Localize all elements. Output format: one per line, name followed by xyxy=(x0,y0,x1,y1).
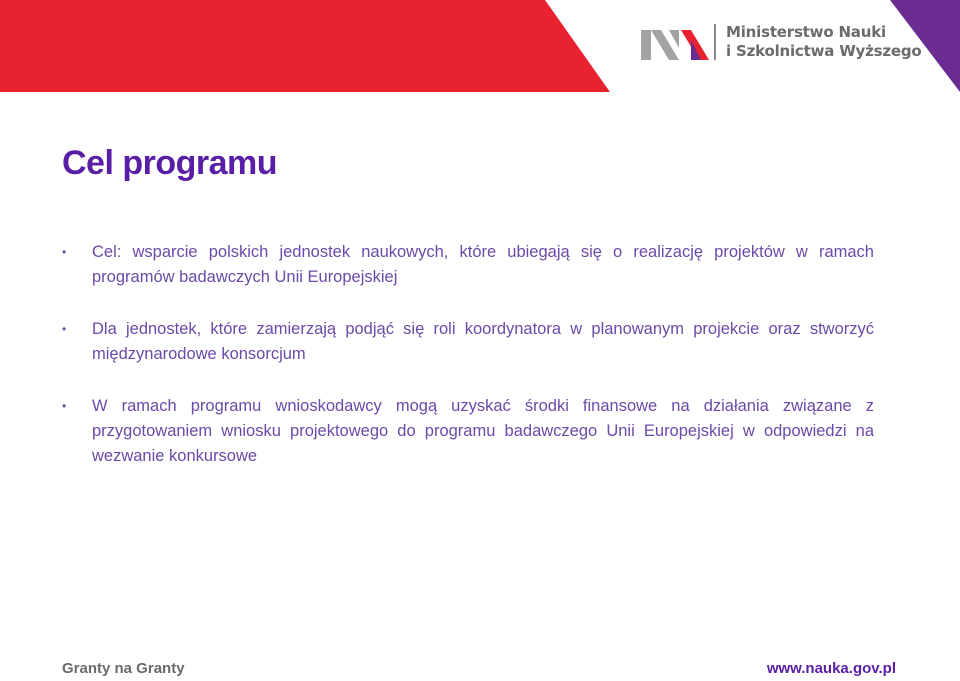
bullet-icon: • xyxy=(62,322,67,336)
bullet-item xyxy=(62,317,874,367)
bullet-text: Dla jednostek, które zamierzają podjąć się roli koordynatora w planowanym projekcie oraz stworzyć międzynarodowe konsorcjum xyxy=(92,320,874,363)
ministry-logo-mark xyxy=(641,18,711,64)
bullet-icon: • xyxy=(62,399,67,413)
footer-program-name: Granty na Granty xyxy=(62,660,185,677)
red-banner xyxy=(0,0,610,92)
bullet-item xyxy=(62,240,874,290)
bullet-list xyxy=(62,240,874,469)
footer-website-link[interactable]: www.nauka.gov.pl xyxy=(766,660,896,677)
bullet-text: Cel: wsparcie polskich jednostek naukowych, które ubiegają się o realizację projektów w ramach programów badawczych Unii Europejskiej xyxy=(92,243,874,286)
logo-line-2: i Szkolnictwa Wyższego xyxy=(726,42,922,60)
logo-line-1: Ministerstwo Nauki xyxy=(726,23,886,41)
ministry-logo-text xyxy=(726,23,922,61)
bullet-item xyxy=(62,394,874,469)
logo-separator xyxy=(714,24,716,60)
slide-title: Cel programu xyxy=(62,144,278,182)
bullet-icon: • xyxy=(62,245,67,259)
bullet-text: W ramach programu wnioskodawcy mogą uzyskać środki finansowe na działania związane z przygotowaniem wniosku projektowego do programu badawczego Unii Europejskiej w odpowiedzi na wezwanie konkursowe xyxy=(92,397,874,465)
